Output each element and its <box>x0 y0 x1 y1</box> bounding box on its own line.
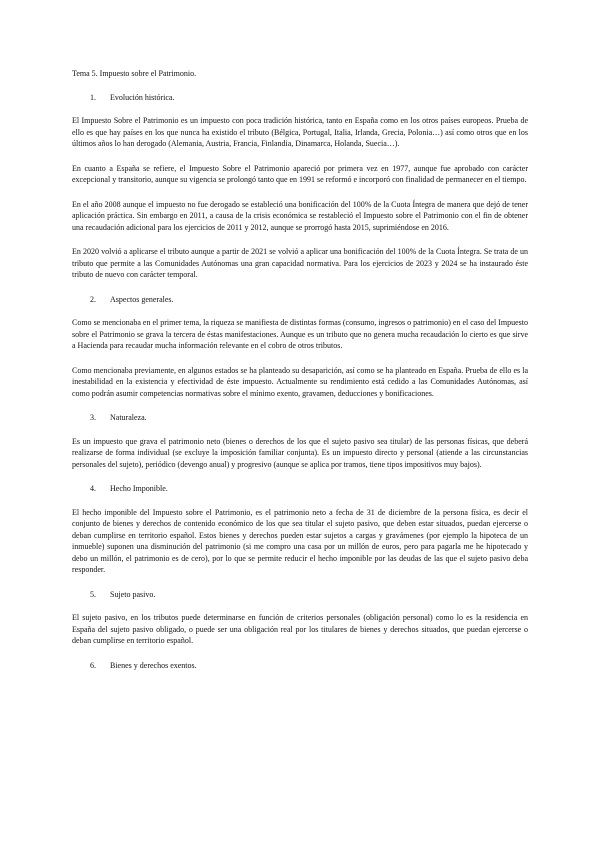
section-number: 4. <box>90 484 96 493</box>
section-heading <box>72 412 528 424</box>
section-title: Naturaleza. <box>110 413 147 422</box>
section-heading <box>72 294 528 306</box>
section-title: Hecho Imponible. <box>110 484 168 493</box>
section-sujeto-pasivo <box>72 589 528 647</box>
section-heading <box>72 92 528 104</box>
section-number: 5. <box>90 589 96 599</box>
paragraph: Es un impuesto que grava el patrimonio neto (bienes o derechos de los que el sujeto pasivo sea titular) de las personas físicas, que deberá realizarse de forma individual (se excluye la imposición familiar conjunta). Es un impuesto directo y personal (atiende a las circunstancias personales del sujeto), periódico (devengo anual) y progresivo (aunque se aplica por tramos, tiene tipos impositivos muy bajos). <box>72 436 528 469</box>
section-hecho-imponible <box>72 483 528 576</box>
section-heading <box>72 660 528 672</box>
paragraph: El hecho imponible del Impuesto sobre el Patrimonio, es el patrimonio neto a fecha de 31 de diciembre de la persona física, es decir el conjunto de bienes y derechos de contenido económico de los que sea titular el sujeto pasivo, que deben estar situados, puedan ejercerse o deban cumplirse en territorio español. Estos bienes y derechos pueden estar sujetos a cargas y gravámenes (por ejemplo la hipoteca de un inmueble) suponen una disminución del patrimonio (si me compro una casa por un millón de euros, pero para pagarla me he hipotecado y debo un millón, el patrimonio es de cero), por lo que se permite reducir el hecho imponible por las deudas de las que el sujeto pasivo deba responder. <box>72 507 528 574</box>
section-bienes-exentos <box>72 660 528 672</box>
document-title: Tema 5. Impuesto sobre el Patrimonio. <box>72 69 197 78</box>
paragraph: Como se mencionaba en el primer tema, la riqueza se manifiesta de distintas formas (consumo, ingresos o patrimonio) en el caso del Impuesto sobre el Patrimonio se grava la tercera de éstas manifestaciones. Aunque es un tributo que no genera mucha recaudación lo cierto es que sirve a Hacienda para recaudar mucha información relevante en el cobro de otros tributos. <box>72 318 528 350</box>
section-title: Aspectos generales. <box>110 294 174 304</box>
section-title: Evolución histórica. <box>110 92 175 102</box>
paragraph: En cuanto a España se refiere, el Impuesto Sobre el Patrimonio apareció por primera vez en 1977, aunque fue aprobado con carácter excepcional y transitorio, aunque su vigencia se prolongó tanto que en 1991 se reformó e incorporó con finalidad de permanecer en el tiempo. <box>72 163 528 184</box>
section-heading <box>72 483 528 495</box>
section-aspectos-generales <box>72 294 528 400</box>
paragraph: En el año 2008 aunque el impuesto no fue derogado se estableció una bonificación del 100% de la Cuota Íntegra de manera que dejó de tener aplicación práctica. Sin embargo en 2011, a causa de la crisis económica se restableció el Impuesto sobre el Patrimonio con el fin de obtener una recaudación adicional para los ejercicios de 2011 y 2012, aunque se prorrogó hasta 2015, suprimiéndose en 2016. <box>72 199 528 232</box>
section-naturaleza <box>72 412 528 470</box>
section-number: 1. <box>90 92 96 102</box>
paragraph: El Impuesto Sobre el Patrimonio es un impuesto con poca tradición histórica, tanto en España como en los otros países europeos. Prueba de ello es que hay países en los que nunca ha existido el tributo (Bélgica, Portugal, Italia, Irlanda, Grecia, Polonia…) así como otros que en los últimos años lo han derogado (Alemania, Austria, Francia, Finlandia, Dinamarca, Holanda, Suecia…). <box>72 116 528 148</box>
section-number: 3. <box>90 413 96 422</box>
paragraph: El sujeto pasivo, en los tributos puede determinarse en función de criterios personales (obligación personal) como lo es la residencia en España del sujeto pasivo obligado, o puede ser una obligación real por los titulares de bienes y derechos situados, que puedan ejercerse o deban cumplirse en territorio español. <box>72 613 528 645</box>
section-title: Sujeto pasivo. <box>110 589 156 599</box>
section-heading <box>72 589 528 601</box>
paragraph: Como mencionaba previamente, en algunos estados se ha planteado su desaparición, así como se ha planteado en España. Prueba de ello es la inestabilidad en la existencia y efectividad de éste impuesto. Actualmente su rendimiento está cedido a las Comunidades Autónomas, así como podrán asumir competencias normativas sobre el mínimo exento, gravamen, deducciones y bonificaciones. <box>72 365 528 398</box>
section-title: Bienes y derechos exentos. <box>110 660 197 670</box>
section-evolucion-historica <box>72 92 528 281</box>
paragraph: En 2020 volvió a aplicarse el tributo aunque a partir de 2021 se volvió a aplicar una bonificación del 100% de la Cuota Íntegra. Se trata de un tributo que permite a las Comunidades Autónomas una gran capacidad normativa. Para los ejercicios de 2023 y 2024 se ha instaurado éste tributo de nuevo con carácter temporal. <box>72 247 528 279</box>
section-number: 6. <box>90 660 96 670</box>
section-number: 2. <box>90 294 96 304</box>
